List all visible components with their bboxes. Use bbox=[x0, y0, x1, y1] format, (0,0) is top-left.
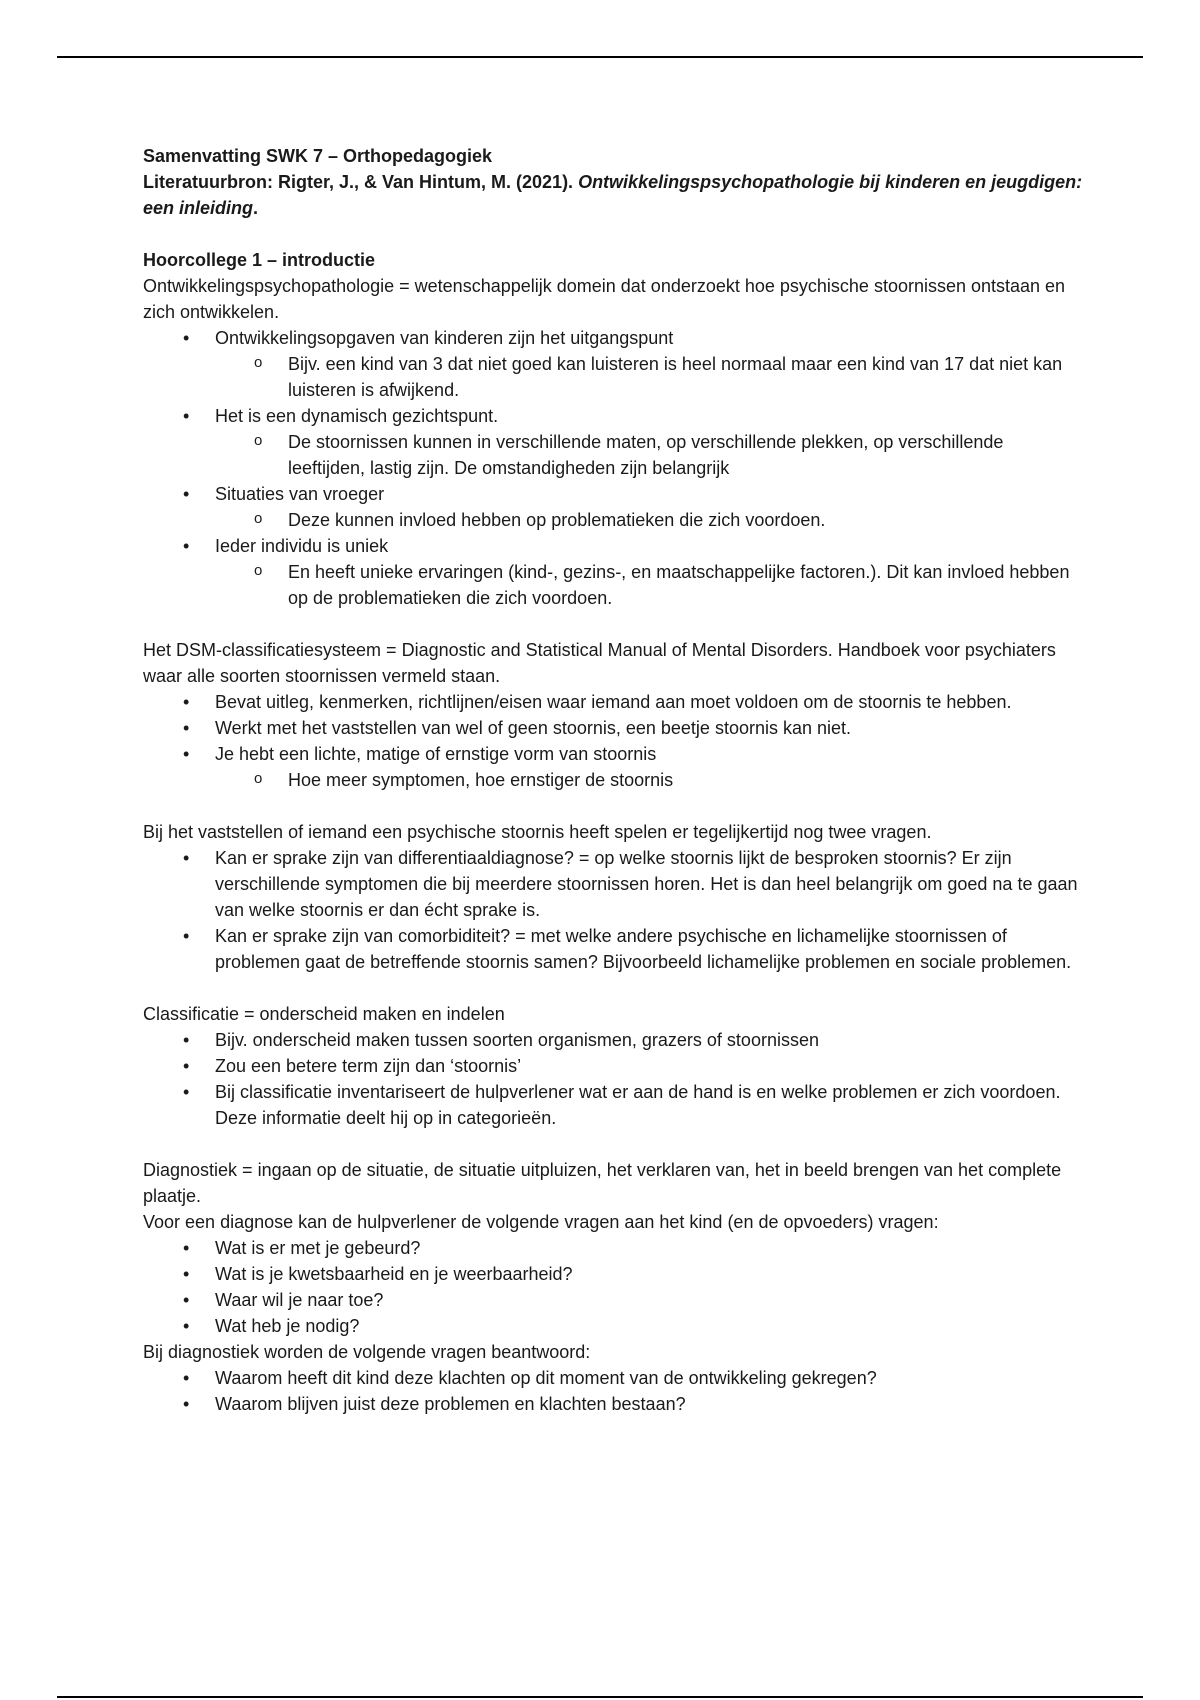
sub-list-item: o Deze kunnen invloed hebben op problematieken die zich voordoen. bbox=[143, 507, 1083, 533]
lecture-points bbox=[143, 325, 1083, 611]
classification-intro: Classificatie = onderscheid maken en indelen bbox=[143, 1004, 505, 1024]
dsm-intro: Het DSM-classificatiesysteem = Diagnostic and Statistical Manual of Mental Disorders. Handboek voor psychiaters waar alle soorten stoornissen vermeld staan. bbox=[143, 640, 1056, 686]
list-item: • Waar wil je naar toe? bbox=[143, 1287, 1083, 1313]
sub-list-item: o Hoe meer symptomen, hoe ernstiger de stoornis bbox=[143, 767, 1083, 793]
list-item: • Werkt met het vaststellen van wel of geen stoornis, een beetje stoornis kan niet. bbox=[143, 715, 1083, 741]
lecture-heading: Hoorcollege 1 – introductie bbox=[143, 250, 376, 270]
source-book-title: Ontwikkelingspsychopathologie bij kinderen en jeugdigen: een inleiding bbox=[143, 172, 1083, 218]
list-item: • Wat heb je nodig? bbox=[143, 1313, 1083, 1339]
list-item: • Je hebt een lichte, matige of ernstige vorm van stoornis bbox=[143, 741, 1083, 767]
sub-list-item: o Bijv. een kind van 3 dat niet goed kan luisteren is heel normaal maar een kind van 17 dat niet kan luisteren is afwijkend. bbox=[143, 351, 1083, 403]
diagnostics-answers bbox=[143, 1365, 1083, 1417]
diagnostics-answers-intro: Bij diagnostiek worden de volgende vragen beantwoord: bbox=[143, 1342, 591, 1362]
list-item: • Bij classificatie inventariseert de hulpverlener wat er aan de hand is en welke problemen er zich voordoen. Deze informatie deelt hij op in categorieën. bbox=[143, 1079, 1083, 1131]
sub-list-item: o De stoornissen kunnen in verschillende maten, op verschillende plekken, op verschillende leeftijden, lastig zijn. De omstandigheden zijn belangrijk bbox=[143, 429, 1083, 481]
list-item: • Ieder individu is uniek bbox=[143, 533, 1083, 559]
list-item: • Waarom blijven juist deze problemen en klachten bestaan? bbox=[143, 1391, 1083, 1417]
diagnostics-intro: Diagnostiek = ingaan op de situatie, de situatie uitpluizen, het verklaren van, het in beeld brengen van het complete plaatje. bbox=[143, 1160, 1062, 1206]
diagnostics-questions-intro: Voor een diagnose kan de hulpverlener de volgende vragen aan het kind (en de opvoeders) vragen: bbox=[143, 1212, 939, 1232]
list-item: • Zou een betere term zijn dan ‘stoornis’ bbox=[143, 1053, 1083, 1079]
list-item: • Bevat uitleg, kenmerken, richtlijnen/eisen waar iemand aan moet voldoen om de stoornis te hebben. bbox=[143, 689, 1083, 715]
list-item: • Kan er sprake zijn van differentiaaldiagnose? = op welke stoornis lijkt de besproken stoornis? Er zijn verschillende symptomen die bij meerdere stoornissen horen. Het is dan heel belangrijk om goed na te gaan van welke stoornis er dan écht sprake is. bbox=[143, 845, 1083, 923]
footer-rule bbox=[57, 1696, 1143, 1698]
list-item: • Bijv. onderscheid maken tussen soorten organismen, grazers of stoornissen bbox=[143, 1027, 1083, 1053]
diagnostics-questions bbox=[143, 1235, 1083, 1339]
literature-source bbox=[143, 169, 1083, 221]
list-item: • Wat is er met je gebeurd? bbox=[143, 1235, 1083, 1261]
list-item: • Het is een dynamisch gezichtspunt. bbox=[143, 403, 1083, 429]
source-prefix: Literatuurbron: Rigter, J., & Van Hintum, M. (2021). bbox=[143, 172, 579, 192]
document-title: Samenvatting SWK 7 – Orthopedagogiek bbox=[143, 146, 493, 166]
list-item: • Situaties van vroeger bbox=[143, 481, 1083, 507]
classification-points bbox=[143, 1027, 1083, 1131]
header-rule bbox=[57, 56, 1143, 58]
source-suffix: . bbox=[253, 198, 259, 218]
document-page bbox=[143, 143, 1083, 1417]
questions-intro: Bij het vaststellen of iemand een psychische stoornis heeft spelen er tegelijkertijd nog twee vragen. bbox=[143, 822, 932, 842]
sub-list-item: o En heeft unieke ervaringen (kind-, gezins-, en maatschappelijke factoren.). Dit kan invloed hebben op de problematieken die zich voordoen. bbox=[143, 559, 1083, 611]
list-item: • Ontwikkelingsopgaven van kinderen zijn het uitgangspunt bbox=[143, 325, 1083, 351]
list-item: • Kan er sprake zijn van comorbiditeit? = met welke andere psychische en lichamelijke stoornissen of problemen gaat de betreffende stoornis samen? Bijvoorbeeld lichamelijke problemen en sociale problemen. bbox=[143, 923, 1083, 975]
list-item: • Wat is je kwetsbaarheid en je weerbaarheid? bbox=[143, 1261, 1083, 1287]
dsm-points bbox=[143, 689, 1083, 793]
list-item: • Waarom heeft dit kind deze klachten op dit moment van de ontwikkeling gekregen? bbox=[143, 1365, 1083, 1391]
lecture-definition: Ontwikkelingspsychopathologie = wetenschappelijk domein dat onderzoekt hoe psychische stoornissen ontstaan en zich ontwikkelen. bbox=[143, 276, 1066, 322]
questions-points bbox=[143, 845, 1083, 975]
